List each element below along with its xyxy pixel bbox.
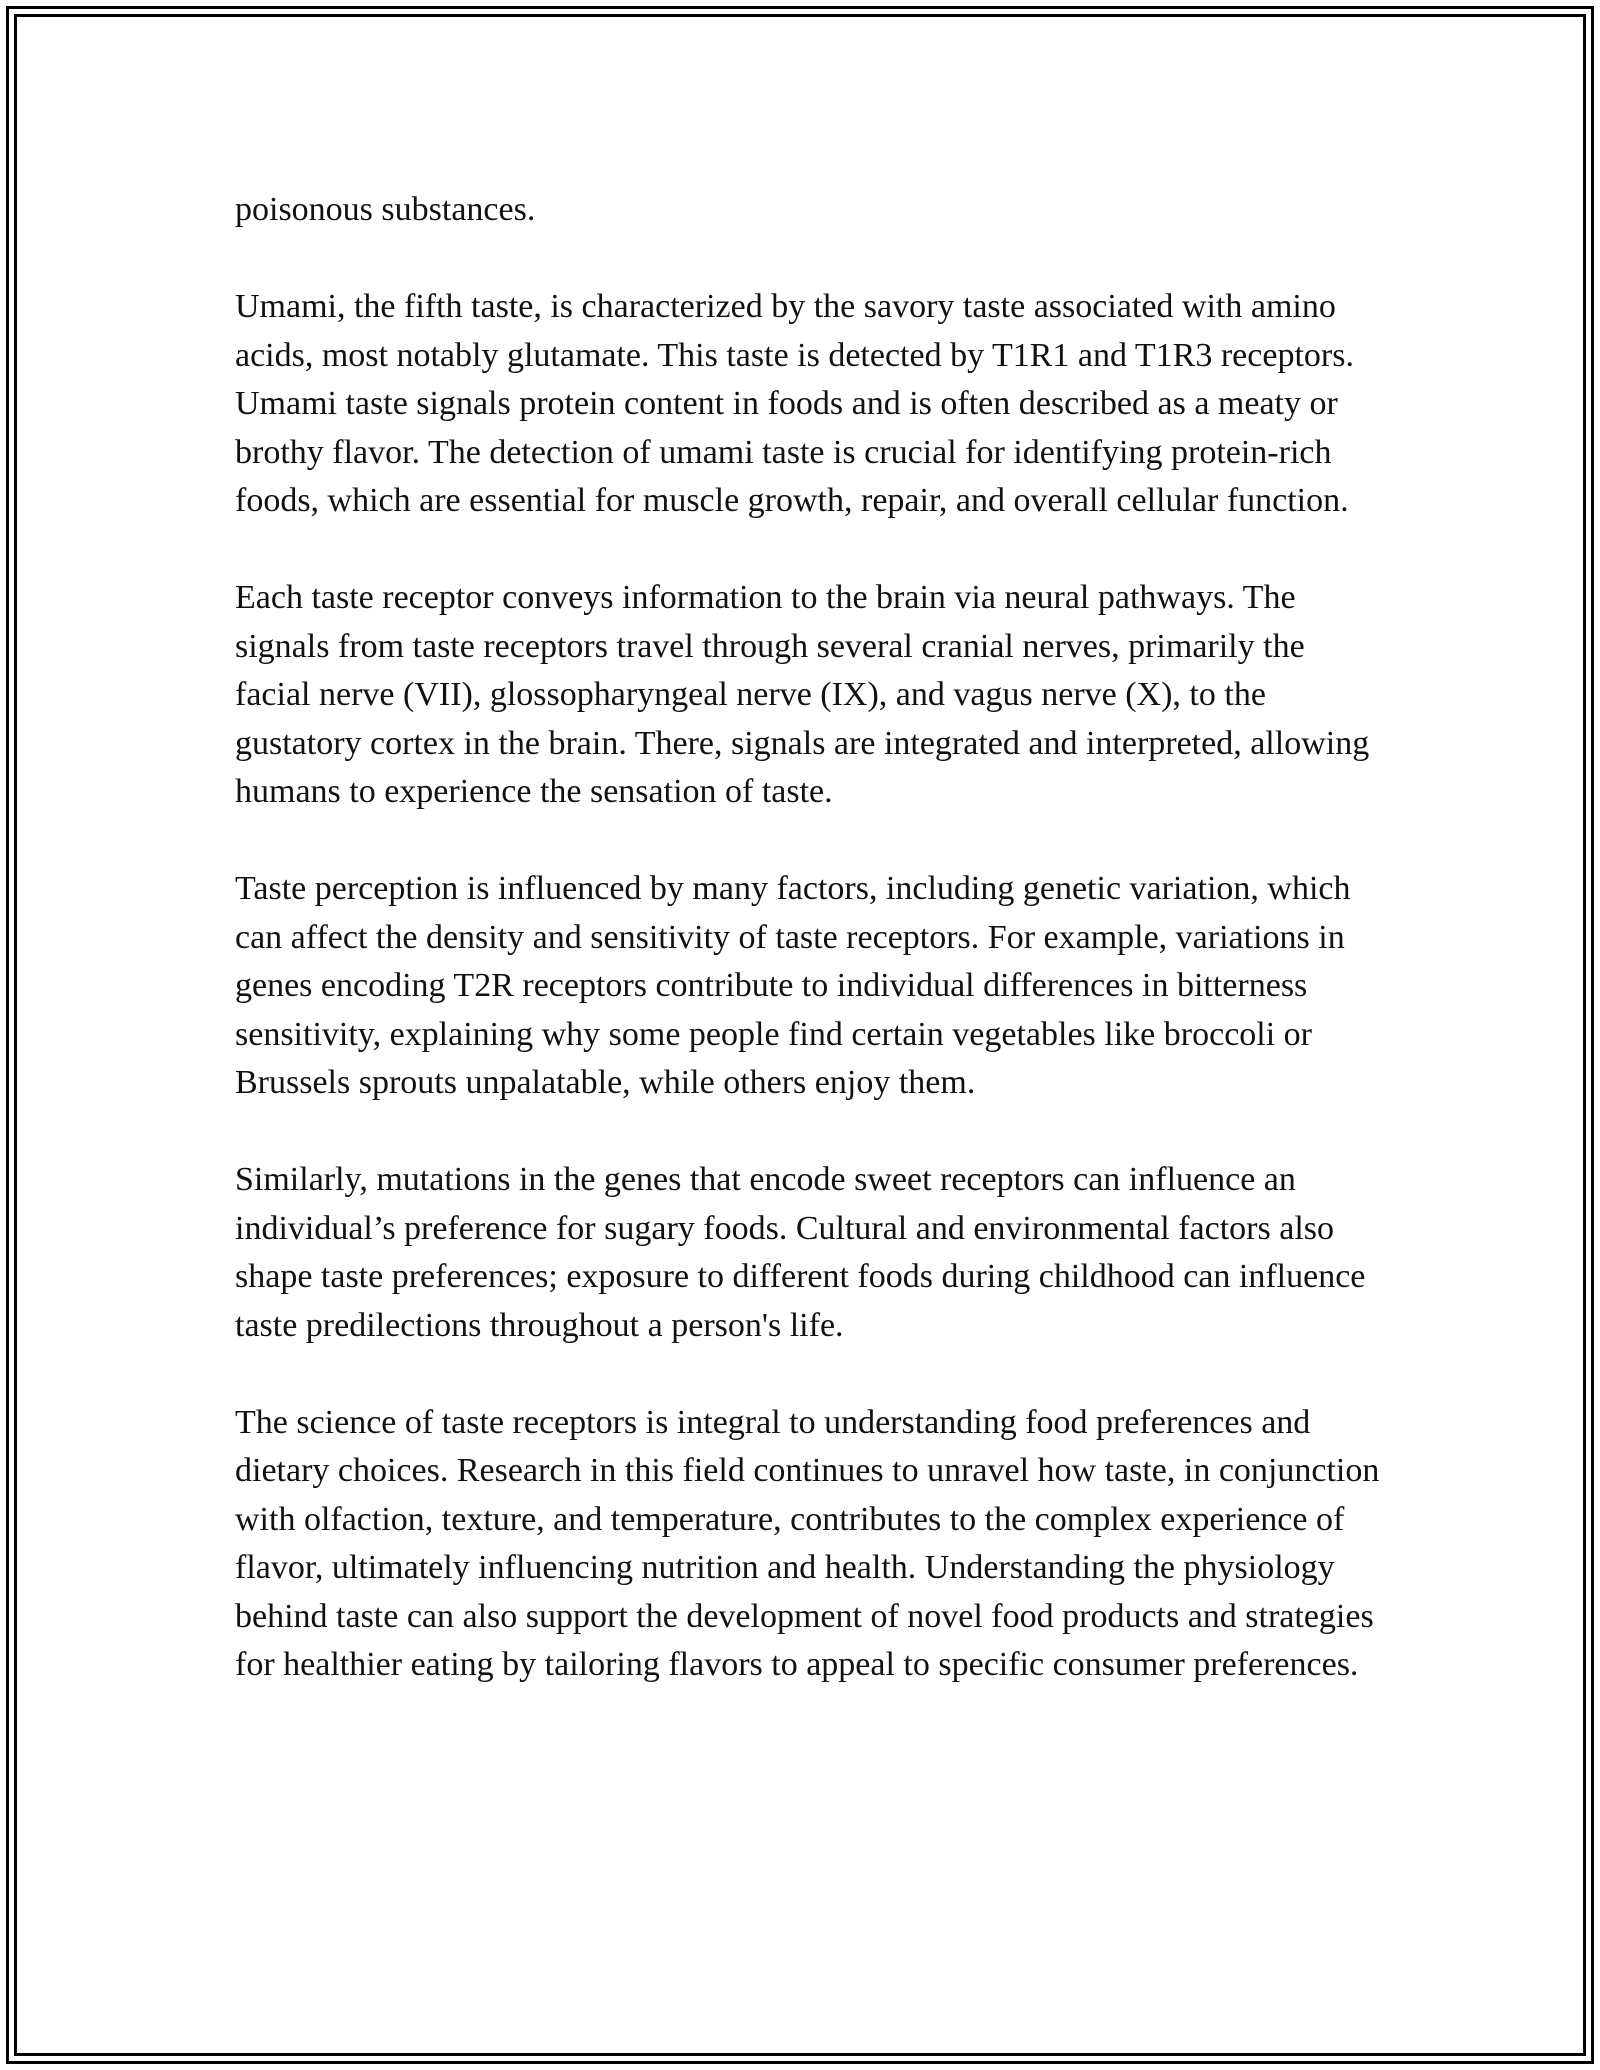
paragraph-4: Taste perception is influenced by many factors, including genetic variation, which can affect the density and sensitivity of taste receptors. For example, variations in genes encoding T2R receptors contribute to individual differences in bitterness sensitivity, explaining why some people find certain vegetables like broccoli or Brussels sprouts unpalatable, while others enjoy them. <box>235 870 1351 1101</box>
paragraph-5: Similarly, mutations in the genes that encode sweet receptors can influence an individual’s preference for sugary foods. Cultural and environmental factors also shape taste preferences; exposure to different foods during childhood can influence taste predilections throughout a person's life. <box>235 1161 1366 1344</box>
document-body <box>235 186 1385 1738</box>
paragraph-2: Umami, the fifth taste, is characterized by the savory taste associated with amino acids, most notably glutamate. This taste is detected by T1R1 and T1R3 receptors. Umami taste signals protein content in foods and is often described as a meaty or brothy flavor. The detection of umami taste is crucial for identifying protein-rich foods, which are essential for muscle growth, repair, and overall cellular function. <box>235 288 1354 519</box>
paragraph-3: Each taste receptor conveys information to the brain via neural pathways. The signals from taste receptors travel through several cranial nerves, primarily the facial nerve (VII), glossopharyngeal nerve (IX), and vagus nerve (X), to the gustatory cortex in the brain. There, signals are integrated and interpreted, allowing humans to experience the sensation of taste. <box>235 579 1370 810</box>
paragraph-1: poisonous substances. <box>235 191 536 228</box>
paragraph-6: The science of taste receptors is integral to understanding food preferences and dietary choices. Research in this field continues to unravel how taste, in conjunction with olfaction, texture, and temperature, contributes to the complex experience of flavor, ultimately influencing nutrition and health. Understanding the physiology behind taste can also support the development of novel food products and strategies for healthier eating by tailoring flavors to appeal to specific consumer preferences. <box>235 1403 1380 1683</box>
